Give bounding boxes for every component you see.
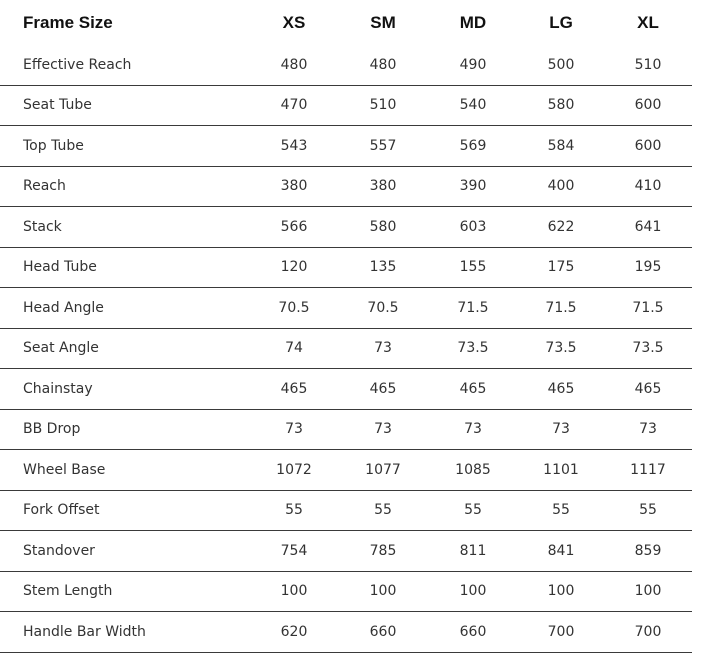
- cell-value: 73: [374, 340, 392, 357]
- cell-value: 1085: [455, 461, 491, 478]
- cell-value: 841: [547, 542, 575, 559]
- size-header-xl: XL: [637, 12, 659, 32]
- cell-value: 55: [285, 502, 303, 519]
- table-row: [0, 329, 692, 370]
- cell-value: 1117: [630, 461, 666, 478]
- cell-value: 859: [634, 542, 662, 559]
- cell-value: 390: [459, 178, 487, 195]
- cell-value: 660: [369, 623, 397, 640]
- cell-value: 660: [459, 623, 487, 640]
- table-row: [0, 126, 692, 167]
- cell-value: 510: [634, 56, 662, 73]
- cell-value: 470: [280, 97, 308, 114]
- table-row: [0, 207, 692, 248]
- cell-value: 73.5: [632, 340, 664, 357]
- table-row: [0, 572, 692, 613]
- cell-value: 465: [459, 380, 487, 397]
- cell-value: 500: [547, 56, 575, 73]
- row-label: Standover: [23, 542, 95, 559]
- size-header-sm: SM: [370, 12, 396, 32]
- cell-value: 1077: [365, 461, 401, 478]
- table-row: [0, 167, 692, 208]
- cell-value: 120: [280, 259, 308, 276]
- cell-value: 465: [634, 380, 662, 397]
- cell-value: 540: [459, 97, 487, 114]
- cell-value: 557: [369, 137, 397, 154]
- cell-value: 490: [459, 56, 487, 73]
- cell-value: 380: [369, 178, 397, 195]
- size-header-xs: XS: [282, 12, 306, 32]
- row-label: Reach: [23, 178, 66, 195]
- cell-value: 510: [369, 97, 397, 114]
- cell-value: 410: [634, 178, 662, 195]
- cell-value: 400: [547, 178, 575, 195]
- cell-value: 641: [634, 218, 662, 235]
- row-label: Head Angle: [23, 299, 104, 316]
- cell-value: 55: [374, 502, 392, 519]
- row-label: Seat Tube: [23, 97, 92, 114]
- cell-value: 480: [369, 56, 397, 73]
- row-label: Wheel Base: [23, 461, 106, 478]
- cell-value: 580: [369, 218, 397, 235]
- cell-value: 73: [374, 421, 392, 438]
- size-header-md: MD: [459, 12, 487, 32]
- cell-value: 465: [280, 380, 308, 397]
- cell-value: 73.5: [545, 340, 577, 357]
- cell-value: 600: [634, 137, 662, 154]
- cell-value: 700: [634, 623, 662, 640]
- cell-value: 100: [369, 583, 397, 600]
- cell-value: 71.5: [632, 299, 664, 316]
- cell-value: 811: [459, 542, 487, 559]
- row-label: Effective Reach: [23, 56, 132, 73]
- cell-value: 195: [634, 259, 662, 276]
- cell-value: 73.5: [457, 340, 489, 357]
- table-header-row: [0, 0, 704, 45]
- table-row: [0, 491, 692, 532]
- cell-value: 480: [280, 56, 308, 73]
- row-label: Seat Angle: [23, 340, 99, 357]
- size-header-lg: LG: [549, 12, 573, 32]
- cell-value: 55: [464, 502, 482, 519]
- row-label: Stem Length: [23, 583, 113, 600]
- row-label: Fork Offset: [23, 502, 100, 519]
- cell-value: 566: [280, 218, 308, 235]
- cell-value: 70.5: [278, 299, 310, 316]
- cell-value: 754: [280, 542, 308, 559]
- cell-value: 73: [464, 421, 482, 438]
- cell-value: 620: [280, 623, 308, 640]
- cell-value: 465: [547, 380, 575, 397]
- cell-value: 70.5: [367, 299, 399, 316]
- table-row: [0, 410, 692, 451]
- row-label: Top Tube: [23, 137, 84, 154]
- row-label: Head Tube: [23, 259, 97, 276]
- row-label: Stack: [23, 218, 62, 235]
- cell-value: 603: [459, 218, 487, 235]
- table-row: [0, 288, 692, 329]
- cell-value: 700: [547, 623, 575, 640]
- cell-value: 155: [459, 259, 487, 276]
- cell-value: 100: [459, 583, 487, 600]
- cell-value: 74: [285, 340, 303, 357]
- cell-value: 380: [280, 178, 308, 195]
- table-row: [0, 86, 692, 127]
- cell-value: 73: [285, 421, 303, 438]
- cell-value: 55: [639, 502, 657, 519]
- cell-value: 100: [280, 583, 308, 600]
- cell-value: 55: [552, 502, 570, 519]
- table-row: [0, 450, 692, 491]
- frame-size-header: Frame Size: [23, 12, 113, 32]
- cell-value: 543: [280, 137, 308, 154]
- cell-value: 569: [459, 137, 487, 154]
- row-label: BB Drop: [23, 421, 81, 438]
- cell-value: 71.5: [545, 299, 577, 316]
- table-row: [0, 248, 692, 289]
- cell-value: 175: [547, 259, 575, 276]
- cell-value: 135: [369, 259, 397, 276]
- row-label: Chainstay: [23, 380, 93, 397]
- table-row: [0, 369, 692, 410]
- cell-value: 1101: [543, 461, 579, 478]
- cell-value: 580: [547, 97, 575, 114]
- cell-value: 465: [369, 380, 397, 397]
- table-row: [0, 612, 692, 653]
- table-row: [0, 45, 692, 86]
- cell-value: 100: [634, 583, 662, 600]
- cell-value: 100: [547, 583, 575, 600]
- cell-value: 73: [552, 421, 570, 438]
- cell-value: 1072: [276, 461, 312, 478]
- row-label: Handle Bar Width: [23, 623, 146, 640]
- table-body: [0, 45, 704, 653]
- table-row: [0, 531, 692, 572]
- cell-value: 73: [639, 421, 657, 438]
- cell-value: 584: [547, 137, 575, 154]
- cell-value: 622: [547, 218, 575, 235]
- cell-value: 785: [369, 542, 397, 559]
- cell-value: 71.5: [457, 299, 489, 316]
- cell-value: 600: [634, 97, 662, 114]
